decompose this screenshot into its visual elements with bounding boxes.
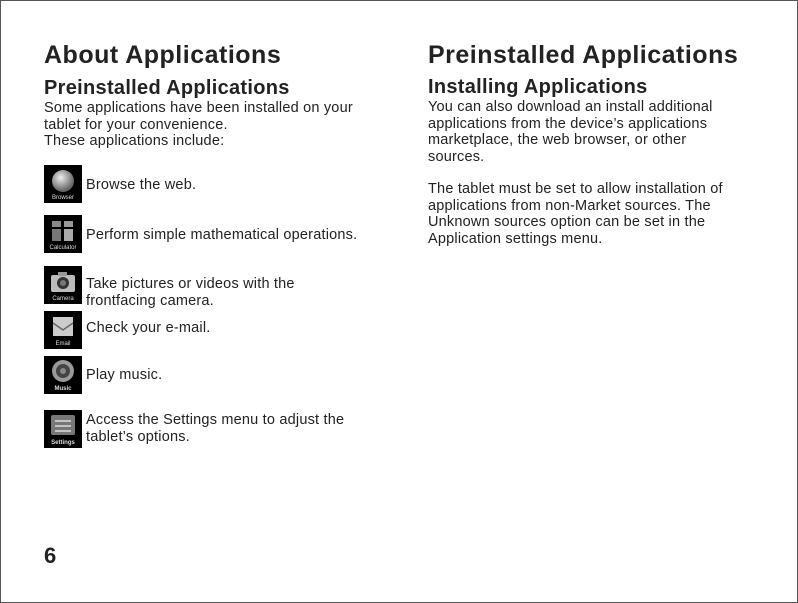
section-subtitle: Installing Applications [428, 76, 648, 98]
app-item-settings [44, 410, 394, 448]
app-item-calculator [44, 215, 394, 253]
settings-icon: Settings [44, 410, 82, 448]
app-item-music [44, 356, 394, 394]
intro-line: These applications include: [44, 133, 225, 149]
intro-line: Some applications have been installed on your [44, 100, 353, 116]
app-description: Play music. [86, 367, 163, 383]
paragraph: You can also download an install additional applications from the device’s applications marketplace, the web browser, or other sources. [428, 99, 713, 165]
intro-line: tablet for your convenience. [44, 116, 228, 133]
app-item-camera [44, 266, 394, 309]
calculator-icon: Calculator [44, 215, 82, 253]
app-description: Take pictures or videos with the frontfacing camera. [86, 276, 295, 309]
page-number: 6 [44, 543, 57, 568]
app-description: Check your e-mail. [86, 320, 211, 336]
app-item-browser [44, 165, 394, 203]
app-description: Access the Settings menu to adjust the tablet’s options. [86, 412, 345, 445]
right-column [428, 40, 768, 247]
browser-icon: Browser [44, 165, 82, 203]
camera-icon: Camera [44, 266, 82, 304]
paragraph: The tablet must be set to allow installation of applications from non-Market sources. The Unknown sources option can be set in the Application settings menu. [428, 181, 723, 247]
app-description: Browse the web. [86, 177, 197, 193]
left-column [44, 40, 394, 150]
section-title: About Applications [44, 41, 282, 69]
app-item-email [44, 311, 394, 349]
section-subtitle: Preinstalled Applications [44, 77, 290, 99]
section-title: Preinstalled Applications [428, 41, 739, 69]
app-description: Perform simple mathematical operations. [86, 227, 358, 243]
email-icon: Email [44, 311, 82, 349]
music-icon: Music [44, 356, 82, 394]
